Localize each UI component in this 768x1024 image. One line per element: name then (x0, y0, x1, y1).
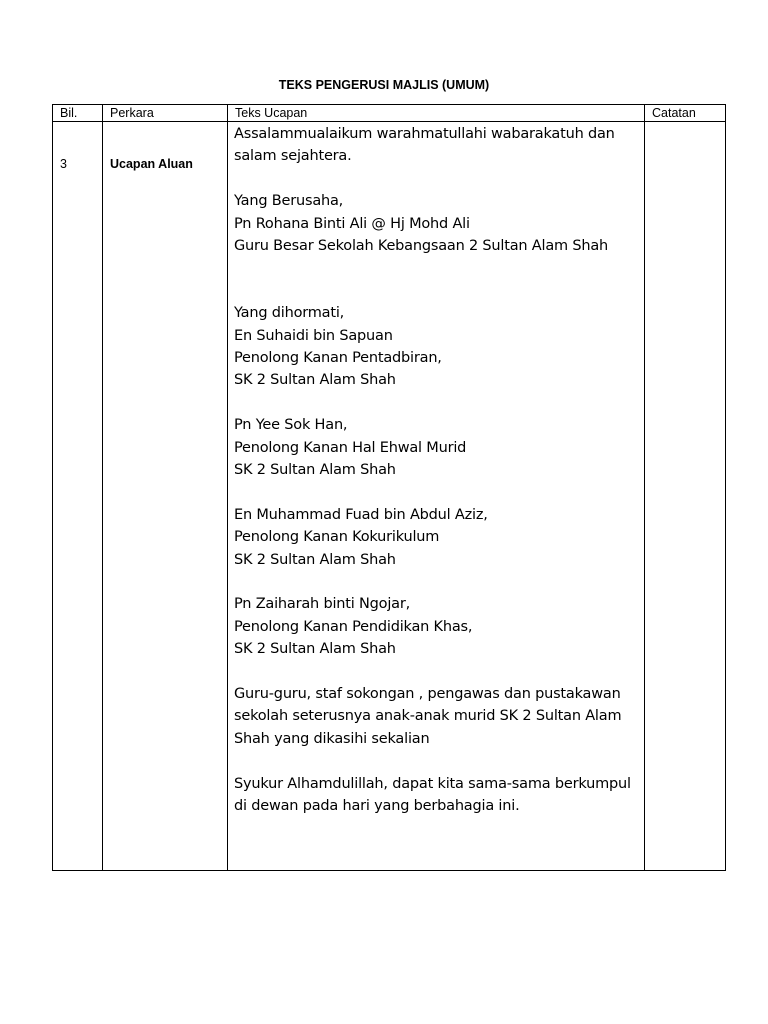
speech-paragraph (234, 773, 640, 818)
speech-paragraph (234, 302, 640, 392)
header-perkara: Perkara (103, 105, 228, 122)
speech-paragraph (234, 123, 640, 168)
table-row (53, 122, 726, 871)
speech-line: di dewan pada hari yang berbahagia ini. (234, 798, 520, 815)
speech-body (234, 123, 640, 817)
speech-line: Syukur Alhamdulillah, dapat kita sama-sama berkumpul (234, 775, 631, 792)
cell-catatan (645, 122, 726, 871)
speech-line: Pn Yee Sok Han, (234, 417, 348, 434)
speech-line: SK 2 Sultan Alam Shah (234, 641, 396, 658)
speech-paragraph (234, 190, 640, 257)
speech-line: Pn Rohana Binti Ali @ Hj Mohd Ali (234, 215, 470, 232)
speech-line: Penolong Kanan Pentadbiran, (234, 350, 442, 367)
speech-paragraph (234, 593, 640, 660)
speech-paragraph (234, 504, 640, 571)
header-teks-ucapan: Teks Ucapan (228, 105, 645, 122)
header-catatan: Catatan (645, 105, 726, 122)
speech-line: Yang dihormati, (234, 305, 345, 322)
cell-teks-ucapan (228, 122, 645, 871)
speech-line: En Muhammad Fuad bin Abdul Aziz, (234, 506, 488, 523)
speech-line: Guru Besar Sekolah Kebangsaan 2 Sultan Alam Shah (234, 238, 609, 255)
speech-line: Penolong Kanan Kokurikulum (234, 529, 440, 546)
speech-line: Penolong Kanan Pendidikan Khas, (234, 618, 473, 635)
speech-line: Penolong Kanan Hal Ehwal Murid (234, 439, 467, 456)
speech-line: sekolah seterusnya anak-anak murid SK 2 Sultan Alam (234, 708, 622, 725)
speech-line: En Suhaidi bin Sapuan (234, 327, 393, 344)
speech-line: SK 2 Sultan Alam Shah (234, 551, 396, 568)
speech-line: Pn Zaiharah binti Ngojar, (234, 596, 411, 613)
speech-line: Assalammualaikum warahmatullahi wabarakatuh dan (234, 126, 615, 142)
document-title: TEKS PENGERUSI MAJLIS (UMUM) (278, 78, 490, 92)
speech-line: SK 2 Sultan Alam Shah (234, 462, 396, 479)
speech-line: Shah yang dikasihi sekalian (234, 730, 430, 747)
header-bil: Bil. (53, 105, 103, 122)
speech-paragraph (234, 414, 640, 481)
speech-line: salam sejahtera. (234, 148, 352, 165)
script-table (52, 104, 726, 871)
cell-bil: 3 (53, 122, 103, 871)
table-header-row (53, 105, 726, 122)
speech-line: Guru-guru, staf sokongan , pengawas dan pustakawan (234, 686, 621, 703)
speech-paragraph (234, 683, 640, 750)
cell-perkara: Ucapan Aluan (103, 122, 228, 871)
speech-line: Yang Berusaha, (234, 193, 344, 210)
speech-line: SK 2 Sultan Alam Shah (234, 372, 396, 389)
